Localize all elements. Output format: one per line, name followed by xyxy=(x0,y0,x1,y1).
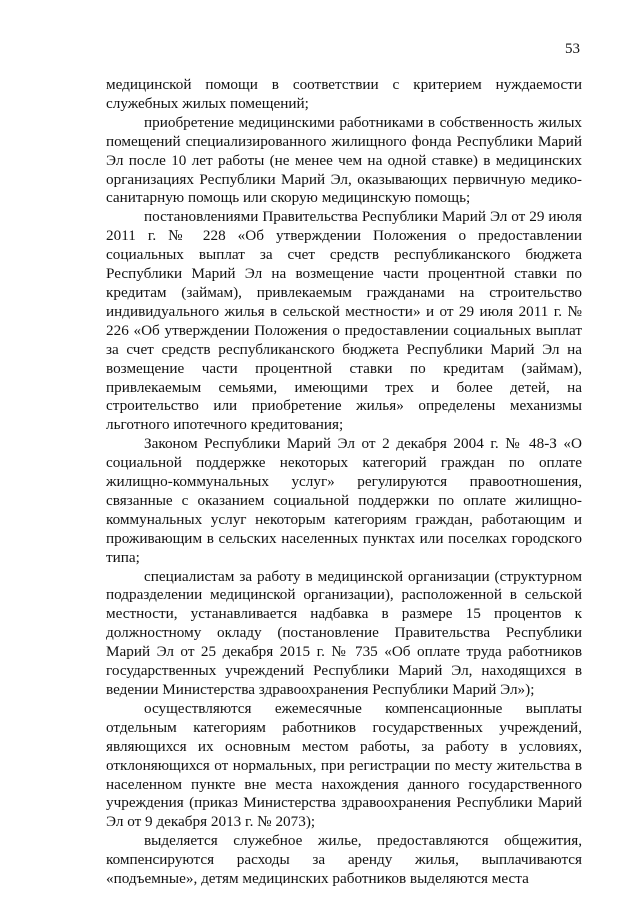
paragraph-government-decrees: постановлениями Правительства Республики Марий Эл от 29 июля 2011 г. № 228 «Об утверждении Положения о предоставлении социальных выплат за счет средств республиканского бюджета Республики Марий Эл на возмещение части процентной ставки по кредитам (займам), привлекаемым гражданами на строительство индивидуального жилья в сельской местности» и от 29 июля 2011 г. № 226 «Об утверждении Положения о предоставлении социальных выплат за счет средств республиканского бюджета Республики Марий Эл на возмещение части процентной ставки по кредитам (займам), привлекаемым семьями, имеющими трех и более детей, на строительство или приобретение жилья» определены механизмы льготного ипотечного кредитования; xyxy=(106,208,582,434)
page-number: 53 xyxy=(565,41,580,57)
paragraph-rural-allowance: специалистам за работу в медицинской организации (структурном подразделении медицинской организации), расположенной в сельской местности, устанавливается надбавка в размере 15 процентов к должностному окладу (постановление Правительства Республики Марий Эл от 25 декабря 2015 г. № 735 «Об оплате труда работников государственных учреждений Республики Марий Эл, находящихся в ведении Министерства здравоохранения Республики Марий Эл»); xyxy=(106,567,582,698)
paragraph-continuation: медицинской помощи в соответствии с критерием нуждаемости служебных жилых помещений; xyxy=(106,76,582,112)
paragraph-law-social-support: Законом Республики Марий Эл от 2 декабря 2004 г. № 48-З «О социальной поддержке некоторых категорий граждан по оплате жилищно-коммунальных услуг» регулируются правоотношения, связанные с оказанием социальной поддержки по оплате жилищно-коммунальных услуг некоторым категориям граждан, работающим и проживающим в сельских населенных пунктах или поселках городского типа; xyxy=(106,435,582,566)
paragraph-housing-ownership: приобретение медицинскими работниками в собственность жилых помещений специализированного жилищного фонда Республики Марий Эл после 10 лет работы (не менее чем на одной ставке) в медицинских организациях Республики Марий Эл, оказывающих первичную медико-санитарную помощь или скорую медицинскую помощь; xyxy=(106,113,582,207)
paragraph-compensation-payments: осуществляются ежемесячные компенсационные выплаты отдельным категориям работников государственных учреждений, являющихся их основным местом работы, за работу в условиях, отклоняющихся от нормальных, при регистрации по месту жительства в населенном пункте вне места нахождения данного государственного учреждения (приказ Министерства здравоохранения Республики Марий Эл от 9 декабря 2013 г. № 2073); xyxy=(106,699,582,831)
paragraph-housing-provision: выделяется служебное жилье, предоставляются общежития, компенсируются расходы за аренду жилья, выплачиваются «подъемные», детям медицинских работников выделяются места xyxy=(106,832,582,888)
document-body xyxy=(106,76,582,889)
